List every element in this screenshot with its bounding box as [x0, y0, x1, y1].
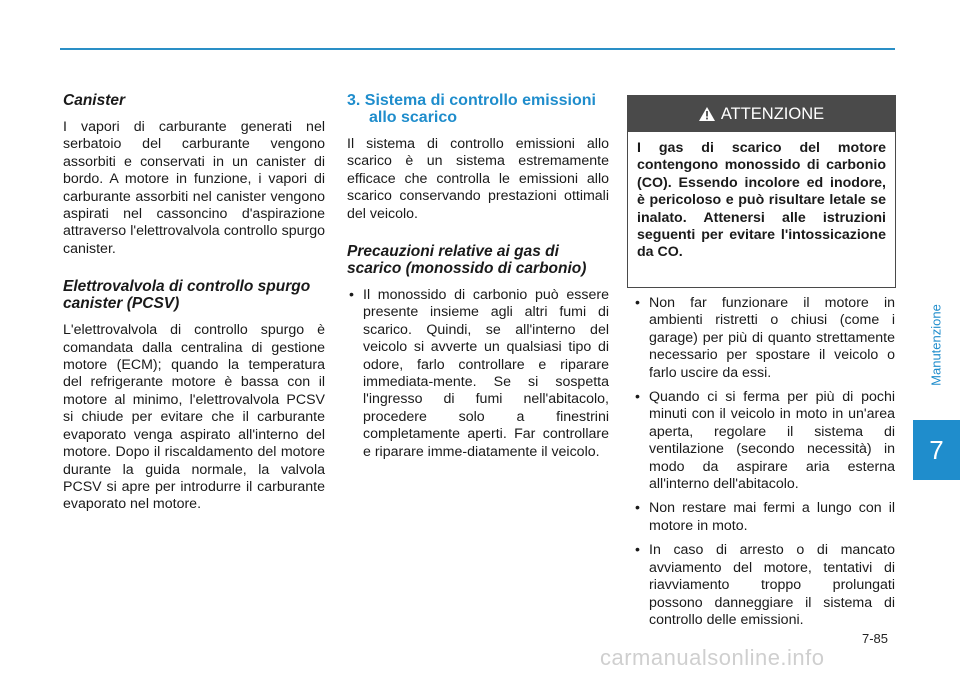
- warning-text: I gas di scarico del motore contengono monossido di carbonio (CO). Essendo incolore ed inodore, è pericoloso e può risultare letale se inalato. Attenersi alle istruzioni seguenti per evitare l'intossicazione da CO.: [637, 140, 886, 261]
- warning-triangle-icon: [699, 107, 715, 121]
- list-item-text: Il monossido di carbonio può essere presente insieme agli altri fumi di scarico. Quindi, se all'interno del veicolo si avverte un qualsiasi tipo di odore, farlo controllare e riparare immediata-mente. Se si sospetta l'ingresso di fumi nell'abitacolo, procedere solo a finestrini completamente aperti. Far controllare e riparare imme-diatamente il veicolo.: [363, 287, 609, 460]
- page-number: 7-85: [862, 631, 889, 646]
- section-label-text: Manutenzione: [928, 304, 944, 386]
- column-middle: [347, 92, 609, 468]
- paragraph-emission-system: Il sistema di controllo emissioni allo scarico è un sistema estremamente efficace che controlla le emissioni allo scarico conservando prestazioni ottimali del veicolo.: [347, 136, 609, 222]
- heading-pcsv: Elettrovalvola di controllo spurgo canister (PCSV): [63, 278, 311, 313]
- bullet: •: [635, 500, 640, 517]
- header-rule: [60, 48, 895, 50]
- paragraph-canister: I vapori di carburante generati nel serbatoio del carburante vengono assorbiti e conservati in un canister di bordo. A motore in funzione, i vapori di carburante assorbiti nel canister vengono aspirati nel cassoncino d'aspirazione attraverso l'elettrovalvola controllo spurgo canister.: [63, 119, 325, 257]
- column-left: [63, 92, 325, 514]
- paragraph-pcsv: L'elettrovalvola di controllo spurgo è comandata dalla centralina di gestione motore (ECM); quando la temperatura del refrigerante motore è bassa con il motore al minimo, l'elettrovalvola PCSV si chiude per evitare che il carburante evaporato venga aspirato all'interno del motore. Dopo il riscaldamento del motore durante la guida normale, la valvola PCSV si apre per introdurre il carburante evaporato nel motore.: [63, 322, 325, 513]
- chapter-tab: 7: [913, 420, 960, 480]
- warning-title: ATTENZIONE: [720, 104, 825, 123]
- heading-exhaust-precautions: Precauzioni relative ai gas di scarico (monossido di carbonio): [347, 243, 587, 278]
- warning-header: [628, 96, 895, 132]
- list-item-text: Quando ci si ferma per più di pochi minuti con il veicolo in moto in un'area aperta, regolare il sistema di ventilazione (secondo necessità) in modo da aspirare aria esterna all'interno dell'abitacolo.: [649, 389, 895, 493]
- section-side-label: [916, 270, 956, 420]
- heading-canister: Canister: [63, 92, 126, 109]
- list-item-text: Non far funzionare il motore in ambienti ristretti o chiusi (come i garage) per più di quanto strettamente necessario per spostare il veicolo o farlo uscire da essi.: [649, 295, 895, 381]
- bullet: •: [635, 295, 640, 311]
- warning-box: [627, 95, 896, 288]
- list-item: [347, 287, 609, 461]
- bullet: •: [635, 389, 640, 406]
- list-item: [633, 389, 895, 493]
- bullet: •: [349, 287, 354, 304]
- list-item: [633, 295, 895, 382]
- heading-emission-system: 3. Sistema di controllo emissioni allo scarico: [347, 92, 596, 126]
- bullet: •: [635, 542, 640, 559]
- column-right: [633, 295, 895, 636]
- watermark: carmanualsonline.info: [600, 645, 825, 670]
- list-item: [633, 500, 895, 535]
- list-item-text: Non restare mai fermi a lungo con il motore in moto.: [649, 500, 895, 534]
- list-item: [633, 542, 895, 629]
- list-item-text: In caso di arresto o di mancato avviamento del motore, tentativi di riavviamento troppo prolungati possono danneggiare il sistema di controllo delle emissioni.: [649, 542, 895, 628]
